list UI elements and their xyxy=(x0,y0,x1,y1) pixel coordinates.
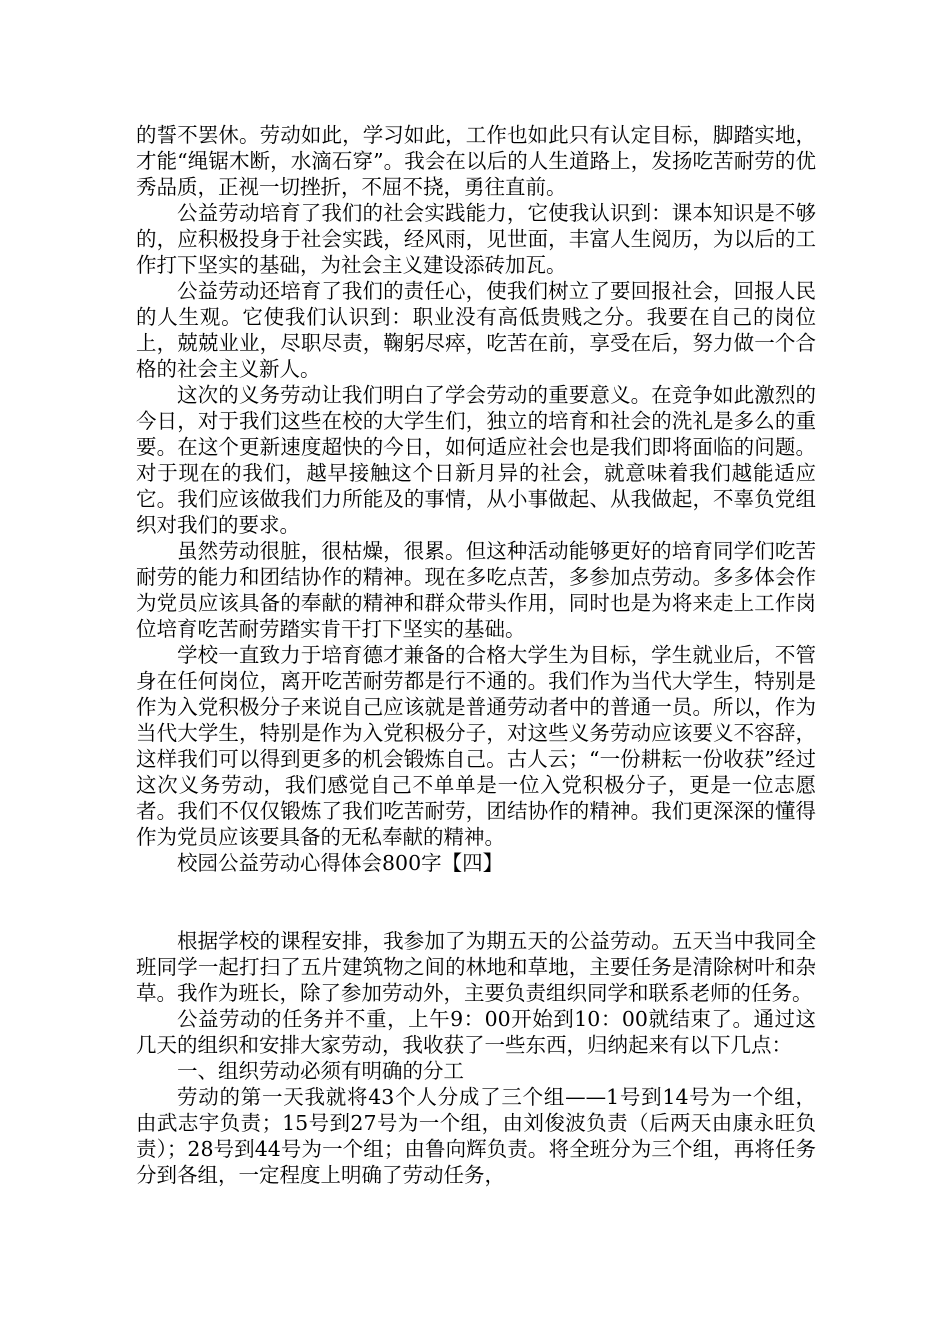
section-heading: 校园公益劳动心得体会800字【四】 xyxy=(177,851,504,875)
paragraph-9: 劳动的第一天我就将43个人分成了三个组——1号到14号为一个组，由武志宇负责；15号到27号为一个组，由刘俊波负责（后两天由康永旺负责）；28号到44号为一个组；由鲁向辉负责。将全班分为三个组，再将任务分到各组，一定程度上明确了劳动任务， xyxy=(136,1085,816,1187)
paragraph-8: 公益劳动的任务并不重，上午9：00开始到10：00就结束了。通过这几天的组织和安排大家劳动，我收获了一些东西，归纳起来有以下几点： xyxy=(136,1007,816,1057)
paragraph-3: 公益劳动还培育了我们的责任心，使我们树立了要回报社会，回报人民的人生观。它使我们认识到：职业没有高低贵贱之分。我要在自己的岗位上，兢兢业业，尽职尽责，鞠躬尽瘁，吃苦在前，享受在后，努力做一个合格的社会主义新人。 xyxy=(136,279,816,381)
paragraph-4: 这次的义务劳动让我们明白了学会劳动的重要意义。在竞争如此激烈的今日，对于我们这些在校的大学生们，独立的培育和社会的洗礼是多么的重要。在这个更新速度超快的今日，如何适应社会也是我们即将面临的问题。对于现在的我们，越早接触这个日新月异的社会，就意味着我们越能适应它。我们应该做我们力所能及的事情，从小事做起、从我做起，不辜负党组织对我们的要求。 xyxy=(136,383,816,537)
paragraph-1: 的誓不罢休。劳动如此，学习如此，工作也如此只有认定目标，脚踏实地，才能“绳锯木断，水滴石穿”。我会在以后的人生道路上，发扬吃苦耐劳的优秀品质，正视一切挫折，不屈不挠，勇往直前。 xyxy=(136,123,816,199)
blank-line xyxy=(136,876,816,928)
subheading: 一、组织劳动必须有明确的分工 xyxy=(177,1059,464,1083)
document-page xyxy=(136,122,816,1188)
paragraph-6: 学校一直致力于培育德才兼备的合格大学生为目标，学生就业后，不管身在任何岗位，离开吃苦耐劳都是行不通的。我们作为当代大学生，特别是作为入党积极分子来说自己应该就是普通劳动者中的普通一员。所以，作为当代大学生，特别是作为入党积极分子，对这些义务劳动应该要义不容辞，这样我们可以得到更多的机会锻炼自己。古人云；“一份耕耘一份收获”经过这次义务劳动，我们感觉自己不单单是一位入党积极分子，更是一位志愿者。我们不仅仅锻炼了我们吃苦耐劳，团结协作的精神。我们更深深的懂得作为党员应该要具备的无私奉献的精神。 xyxy=(136,643,816,849)
paragraph-5: 虽然劳动很脏，很枯燥，很累。但这种活动能够更好的培育同学们吃苦耐劳的能力和团结协作的精神。现在多吃点苦，多参加点劳动。多多体会作为党员应该具备的奉献的精神和群众带头作用，同时也是为将来走上工作岗位培育吃苦耐劳踏实肯干打下坚实的基础。 xyxy=(136,539,816,641)
paragraph-2: 公益劳动培育了我们的社会实践能力，它使我认识到：课本知识是不够的，应积极投身于社会实践，经风雨，见世面，丰富人生阅历，为以后的工作打下坚实的基础，为社会主义建设添砖加瓦。 xyxy=(136,201,816,277)
paragraph-7: 根据学校的课程安排，我参加了为期五天的公益劳动。五天当中我同全班同学一起打扫了五片建筑物之间的林地和草地，主要任务是清除树叶和杂草。我作为班长，除了参加劳动外，主要负责组织同学和联系老师的任务。 xyxy=(136,929,816,1005)
